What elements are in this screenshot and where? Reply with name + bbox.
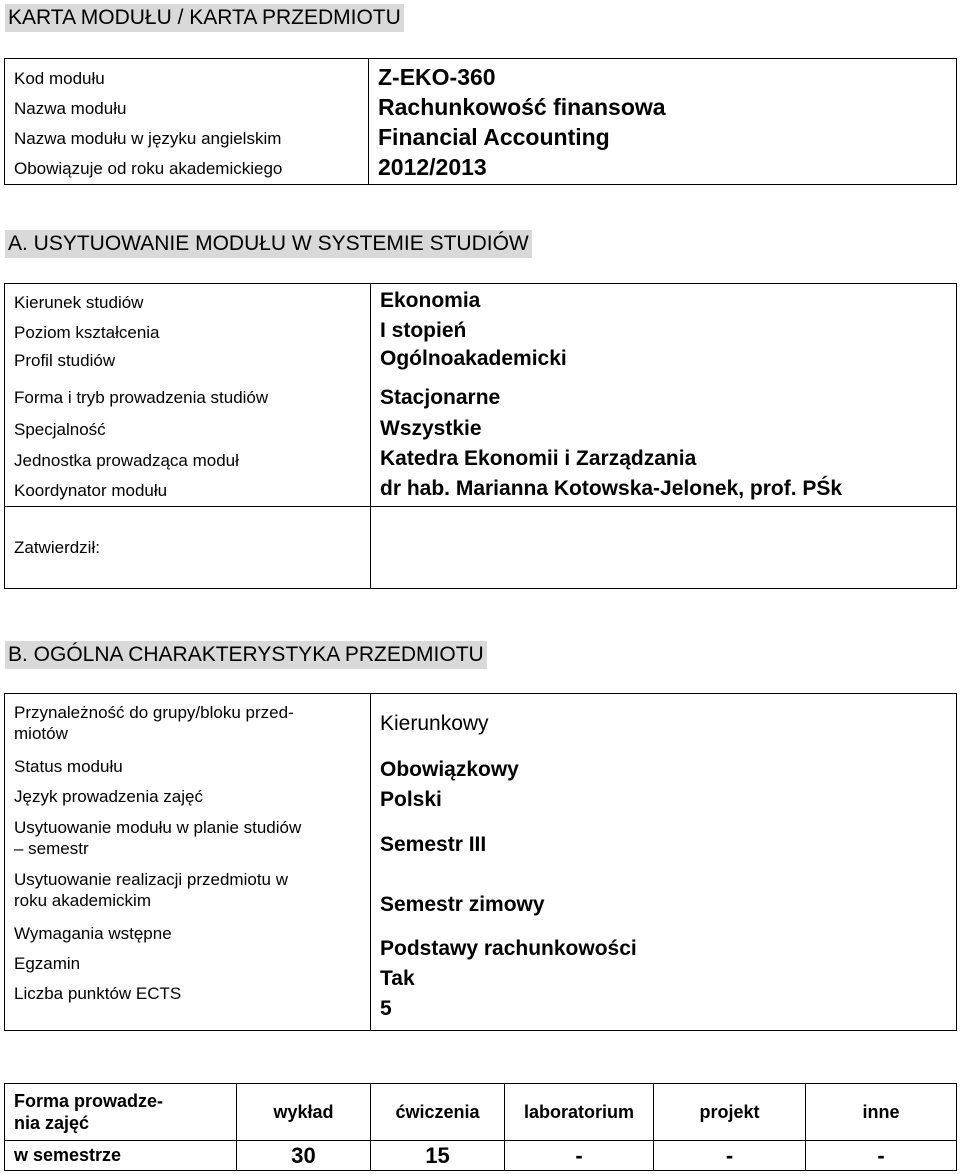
module-code-label: Kod modułu <box>14 69 105 88</box>
group-label <box>14 702 370 754</box>
prereq-value: Podstawy rachunkowości <box>380 937 637 960</box>
group-value: Kierunkowy <box>380 712 489 735</box>
field-of-study-value: Ekonomia <box>380 289 481 312</box>
module-name-en-value: Financial Accounting <box>378 124 610 150</box>
section-b-values-cell <box>371 694 957 1031</box>
section-a-labels-cell <box>5 284 371 507</box>
module-name-label: Nazwa modułu <box>14 99 127 118</box>
section-a-table <box>4 283 957 589</box>
class-form-header <box>5 1084 237 1141</box>
approved-value <box>371 507 957 589</box>
hours-exercises: 15 <box>371 1141 505 1171</box>
module-values-cell <box>369 59 957 185</box>
section-b-labels-cell <box>5 694 371 1031</box>
approved-label: Zatwierdził: <box>5 507 371 589</box>
column-project: projekt <box>654 1084 806 1141</box>
column-exercises: ćwiczenia <box>371 1084 505 1141</box>
group-label-line1: Przynależność do grupy/bloku przed- <box>14 703 294 722</box>
column-laboratory: laboratorium <box>505 1084 654 1141</box>
plan-value: Semestr III <box>380 833 487 856</box>
group-label-line2: miotów <box>14 724 68 743</box>
valid-from-label: Obowiązuje od roku akademickiego <box>14 159 283 178</box>
language-value: Polski <box>380 788 442 811</box>
plan-label-line1: Usytuowanie modułu w planie studiów <box>14 818 302 837</box>
realization-label <box>14 869 370 923</box>
education-level-value: I stopień <box>380 319 467 342</box>
ects-label: Liczba punktów ECTS <box>14 984 182 1003</box>
section-b-heading: B. OGÓLNA CHARAKTERYSTYKA PRZEDMIOTU <box>5 641 487 669</box>
study-profile-label: Profil studiów <box>14 351 116 370</box>
module-labels-cell <box>5 59 369 185</box>
education-level-label: Poziom kształcenia <box>14 323 160 342</box>
specialization-label: Specjalność <box>14 420 106 439</box>
hours-other: - <box>806 1141 957 1171</box>
specialization-value: Wszystkie <box>380 417 482 440</box>
study-mode-value: Stacjonarne <box>380 386 501 409</box>
class-form-header-line1: Forma prowadze- <box>14 1091 164 1111</box>
section-a-heading: A. USYTUOWANIE MODUŁU W SYSTEMIE STUDIÓW <box>5 230 532 258</box>
teaching-unit-label: Jednostka prowadząca moduł <box>14 451 239 470</box>
module-code-value: Z-EKO-360 <box>378 64 496 90</box>
plan-label-line2: – semestr <box>14 839 89 858</box>
section-b-table <box>4 693 957 1031</box>
plan-label <box>14 817 370 869</box>
hours-lecture: 30 <box>237 1141 371 1171</box>
status-value: Obowiązkowy <box>380 758 519 781</box>
coordinator-value: dr hab. Marianna Kotowska-Jelonek, prof. PŚk <box>380 477 843 500</box>
module-info-table <box>4 58 957 185</box>
page-title: KARTA MODUŁU / KARTA PRZEDMIOTU <box>5 4 404 32</box>
semester-row-label: w semestrze <box>5 1141 237 1171</box>
realization-value: Semestr zimowy <box>380 893 545 916</box>
class-form-header-line2: nia zajęć <box>14 1113 90 1133</box>
field-of-study-label: Kierunek studiów <box>14 293 144 312</box>
realization-label-line1: Usytuowanie realizacji przedmiotu w <box>14 870 289 889</box>
prereq-label: Wymagania wstępne <box>14 924 172 943</box>
module-name-value: Rachunkowość finansowa <box>378 94 666 120</box>
ects-value: 5 <box>380 997 392 1020</box>
language-label: Język prowadzenia zajęć <box>14 787 203 806</box>
section-a-values-cell <box>371 284 957 507</box>
column-other: inne <box>806 1084 957 1141</box>
status-label: Status modułu <box>14 757 123 776</box>
column-lecture: wykład <box>237 1084 371 1141</box>
realization-label-line2: roku akademickim <box>14 891 151 910</box>
exam-label: Egzamin <box>14 954 81 973</box>
teaching-unit-value: Katedra Ekonomii i Zarządzania <box>380 447 697 470</box>
hours-project: - <box>654 1141 806 1171</box>
valid-from-value: 2012/2013 <box>378 154 487 180</box>
study-mode-label: Forma i tryb prowadzenia studiów <box>14 388 269 407</box>
class-forms-table <box>4 1083 957 1171</box>
study-profile-value: Ogólnoakademicki <box>380 347 567 370</box>
module-name-en-label: Nazwa modułu w języku angielskim <box>14 129 282 148</box>
coordinator-label: Koordynator modułu <box>14 481 168 500</box>
hours-laboratory: - <box>505 1141 654 1171</box>
exam-value: Tak <box>380 967 415 990</box>
